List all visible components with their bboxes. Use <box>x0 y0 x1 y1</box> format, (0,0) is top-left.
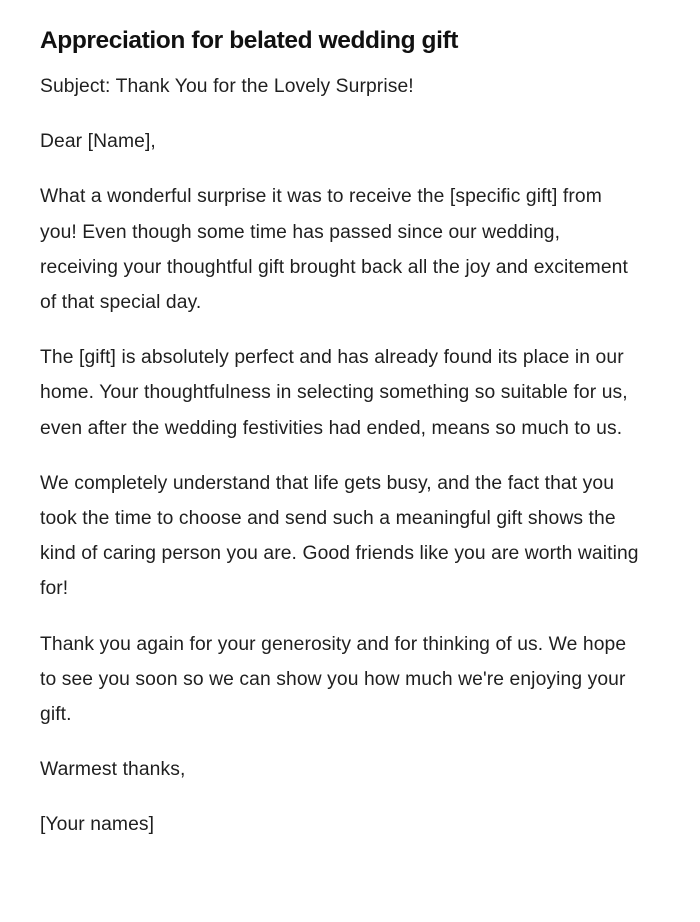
body-paragraph: Thank you again for your generosity and for thinking of us. We hope to see you soon so we can show you how much we're enjoying your gift. <box>40 633 627 726</box>
body-paragraph: What a wonderful surprise it was to receive the [specific gift] from you! Even though some time has passed since our wedding, receiving your thoughtful gift brought back all the joy and excitement of that special day. <box>40 186 628 314</box>
document-title: Appreciation for belated wedding gift <box>40 27 459 54</box>
salutation: Dear [Name], <box>40 131 156 153</box>
subject-line: Subject: Thank You for the Lovely Surprise! <box>40 76 414 97</box>
letter-page <box>40 24 640 863</box>
body-paragraph: The [gift] is absolutely perfect and has already found its place in our home. Your thoughtfulness in selecting something so suitable for us, even after the wedding festivities had ended, means so much to us. <box>40 347 628 439</box>
closing-line: Warmest thanks, <box>40 759 186 781</box>
body-paragraph: We completely understand that life gets busy, and the fact that you took the time to choose and send such a meaningful gift shows the kind of caring person you are. Good friends like you are worth waiting for! <box>40 472 639 600</box>
signature: [Your names] <box>40 814 155 836</box>
